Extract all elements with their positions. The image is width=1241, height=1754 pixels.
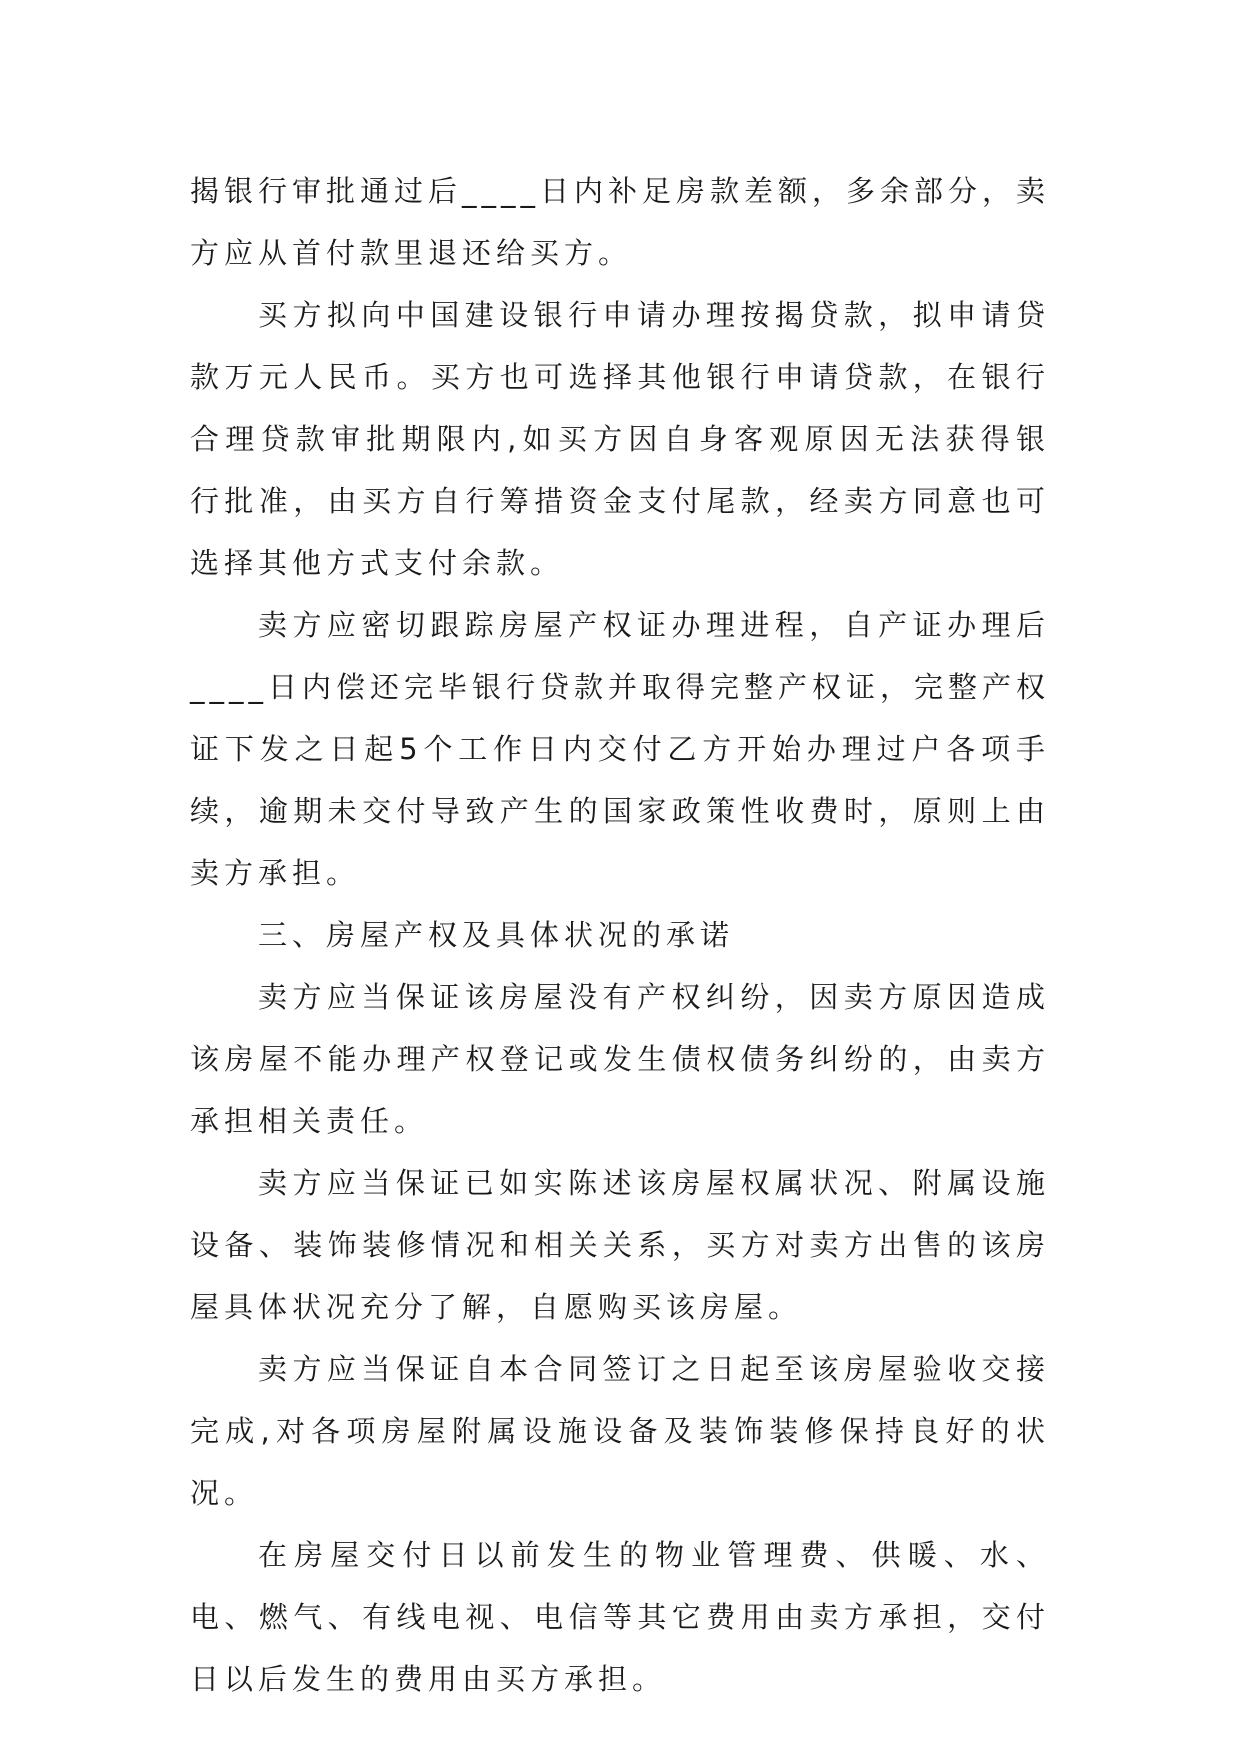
document-body	[190, 160, 1050, 1710]
paragraph-mortgage-application: 买方拟向中国建设银行申请办理按揭贷款，拟申请贷款万元人民币。买方也可选择其他银行申请贷款，在银行合理贷款审批期限内,如买方因自身客观原因无法获得银行批准，由买方自行筹措资金支付尾款，经卖方同意也可选择其他方式支付余款。	[190, 298, 1050, 580]
paragraph-maintain-condition: 卖方应当保证自本合同签订之日起至该房屋验收交接完成,对各项房屋附属设施设备及装饰装修保持良好的状况。	[190, 1352, 1050, 1510]
paragraph-property-certificate: 卖方应密切跟踪房屋产权证办理进程，自产证办理后____日内偿还完毕银行贷款并取得完整产权证，完整产权证下发之日起5个工作日内交付乙方开始办理过户各项手续，逾期未交付导致产生的国家政策性收费时，原则上由卖方承担。	[190, 608, 1051, 890]
section-heading-property-rights: 三、房屋产权及具体状况的承诺	[258, 918, 735, 952]
paragraph-fees-allocation: 在房屋交付日以前发生的物业管理费、供暖、水、电、燃气、有线电视、电信等其它费用由卖方承担，交付日以后发生的费用由买方承担。	[190, 1538, 1050, 1696]
paragraph-no-dispute: 卖方应当保证该房屋没有产权纠纷，因卖方原因造成该房屋不能办理产权登记或发生债权债务纠纷的，由卖方承担相关责任。	[190, 980, 1050, 1138]
paragraph-loan-balance: 揭银行审批通过后____日内补足房款差额，多余部分，卖方应从首付款里退还给买方。	[190, 174, 1051, 270]
paragraph-status-disclosure: 卖方应当保证已如实陈述该房屋权属状况、附属设施设备、装饰装修情况和相关关系，买方对卖方出售的该房屋具体状况充分了解，自愿购买该房屋。	[190, 1166, 1050, 1324]
